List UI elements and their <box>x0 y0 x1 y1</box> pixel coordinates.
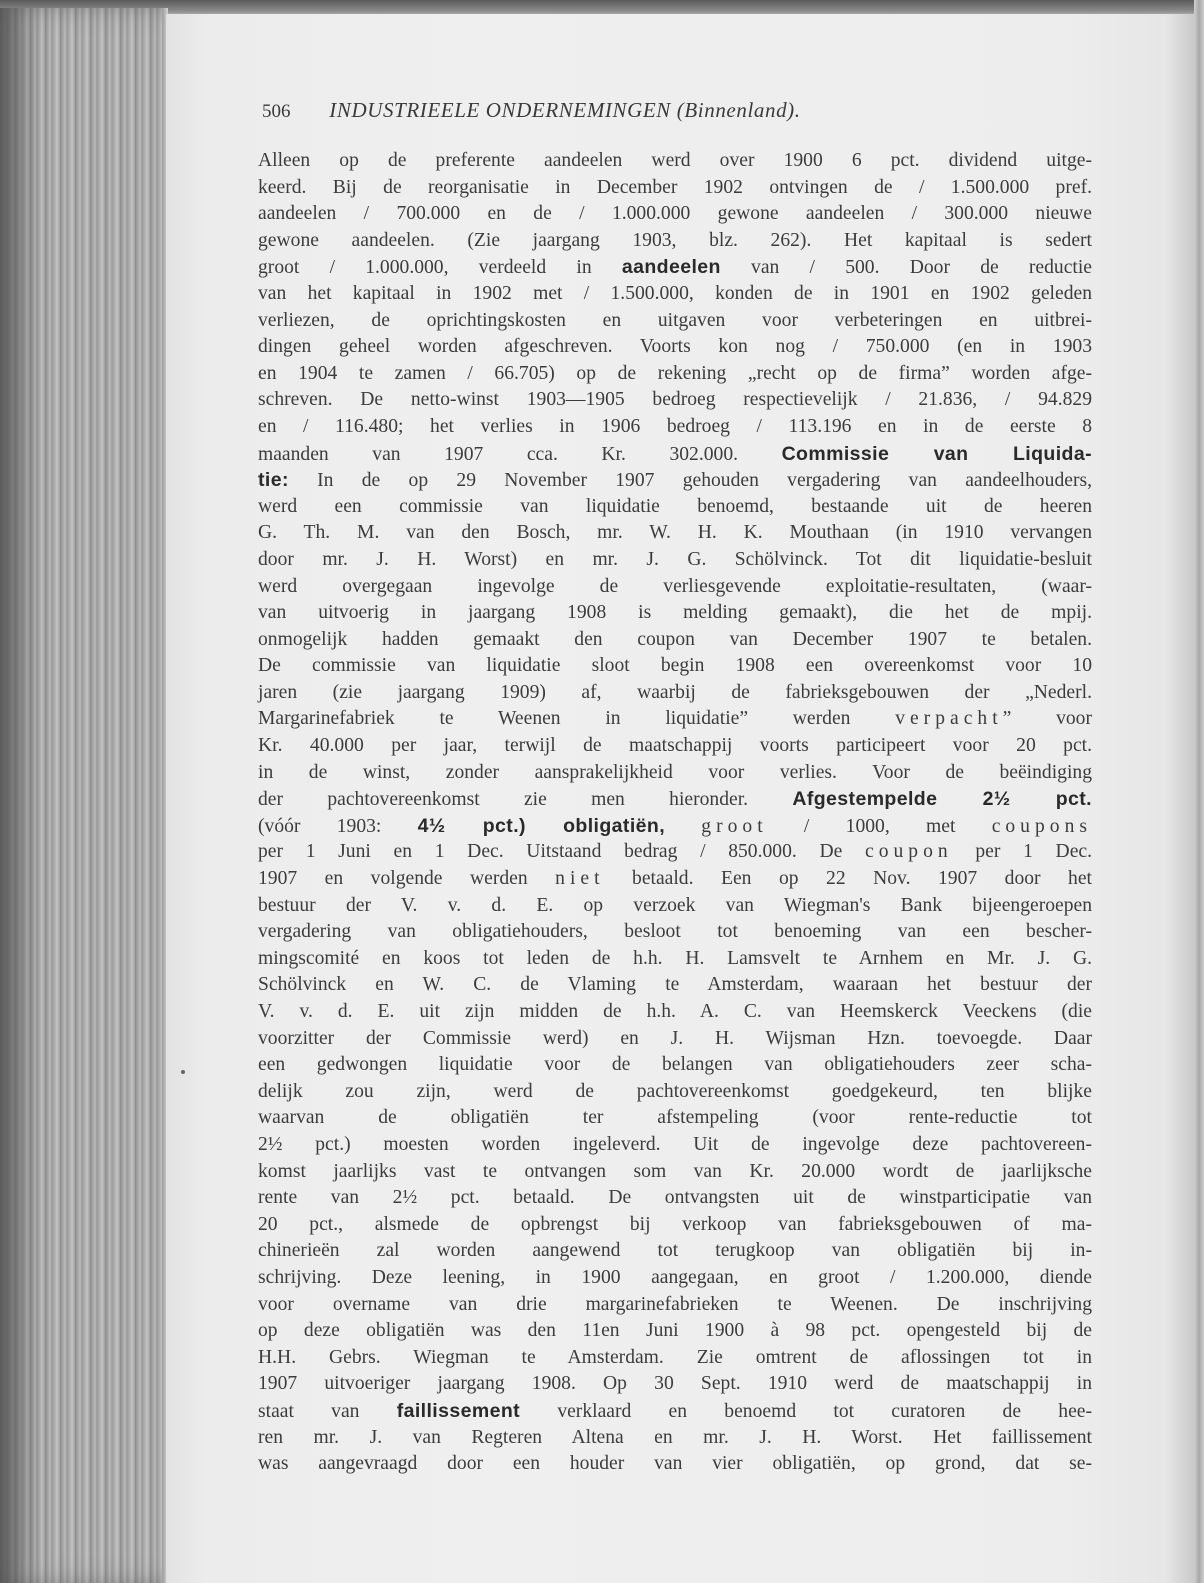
spaced-emphasis: coupons <box>991 815 1092 837</box>
text-line <box>258 600 1092 627</box>
text-line <box>258 1292 1092 1319</box>
text-line <box>258 520 1092 547</box>
text-line <box>258 866 1092 893</box>
margin-speck <box>181 1070 185 1074</box>
text-line <box>258 1265 1092 1292</box>
bold-keyword: Afgestempelde 2½ pct. <box>792 788 1092 811</box>
text-line <box>258 733 1092 760</box>
text-run: staat van <box>258 1400 397 1422</box>
text-line <box>258 813 1092 840</box>
text-line <box>258 706 1092 733</box>
text-run: betaald. Een op 22 Nov. 1907 door het <box>604 868 1092 890</box>
text-line <box>258 547 1092 574</box>
text-line <box>258 1105 1092 1132</box>
text-run: In de op 29 November 1907 gehouden vergadering van aandeelhouders, <box>288 470 1092 492</box>
book-page-stack-edge <box>0 8 168 1583</box>
text-run: 2½ pct.) moesten worden ingeleverd. Uit de ingevolge deze pachtovereen- <box>258 1133 1092 1155</box>
text-run: keerd. Bij de reorganisatie in December 1902 ontvingen de / 1.500.000 pref. <box>258 176 1092 198</box>
text-run: per 1 Dec. <box>952 841 1092 863</box>
text-run: dingen geheel worden afgeschreven. Voorts kon nog / 750.000 (en in 1903 <box>258 336 1092 358</box>
text-line <box>258 893 1092 920</box>
text-run: mingscomité en koos tot leden de h.h. H. Lamsvelt te Arnhem en Mr. J. G. <box>258 947 1092 969</box>
text-line <box>258 1212 1092 1239</box>
text-line <box>258 627 1092 654</box>
text-run: op deze obligatiën was den 11en Juni 1900 à 98 pct. opengesteld bij de <box>258 1320 1092 1342</box>
text-run: maanden van 1907 cca. Kr. 302.000. <box>258 443 782 465</box>
text-run: in de winst, zonder aansprakelijkheid voor verlies. Voor de beëindiging <box>258 761 1092 783</box>
text-line <box>258 1318 1092 1345</box>
running-head-title: INDUSTRIEELE ONDERNEMINGEN (Binnenland). <box>329 98 801 122</box>
text-line <box>258 175 1092 202</box>
text-line <box>258 999 1092 1026</box>
bold-keyword: 4½ pct.) obligatiën, <box>417 814 666 837</box>
text-run: G. Th. M. van den Bosch, mr. W. H. K. Mouthaan (in 1910 vervangen <box>258 522 1092 544</box>
text-line <box>258 1371 1092 1398</box>
text-line <box>258 786 1092 813</box>
text-line <box>258 680 1092 707</box>
text-line <box>258 1398 1092 1425</box>
text-line <box>258 972 1092 999</box>
spaced-emphasis: coupon <box>865 841 953 863</box>
text-line <box>258 254 1092 281</box>
text-line <box>258 919 1092 946</box>
text-line <box>258 1451 1092 1478</box>
text-line <box>258 1159 1092 1186</box>
text-run: door mr. J. H. Worst) en mr. J. G. Schölvinck. Tot dit liquidatie-besluit <box>258 548 1092 570</box>
text-line <box>258 201 1092 228</box>
bold-keyword: Commissie van Liquida- <box>781 442 1092 465</box>
text-run: van uitvoerig in jaargang 1908 is melding gemaakt), die het de mpij. <box>258 602 1092 624</box>
text-run: ren mr. J. van Regteren Altena en mr. J. H. Worst. Het faillissement <box>258 1426 1092 1448</box>
spaced-emphasis: verpacht <box>895 708 1003 730</box>
text-line <box>258 839 1092 866</box>
text-run: van het kapitaal in 1902 met / 1.500.000, konden de in 1901 en 1902 geleden <box>258 282 1092 304</box>
text-run: voor overname van drie margarinefabrieken te Weenen. De inschrijving <box>258 1293 1092 1315</box>
text-run: per 1 Juni en 1 Dec. Uitstaand bedrag / 850.000. De <box>258 841 865 863</box>
text-run: bestuur der V. v. d. E. op verzoek van Wiegman's Bank bijeengeroepen <box>258 894 1092 916</box>
text-line <box>258 1052 1092 1079</box>
text-line <box>258 1079 1092 1106</box>
text-run: der pachtovereenkomst zie men hieronder. <box>258 789 793 811</box>
bold-keyword: tie: <box>258 469 289 492</box>
text-line <box>258 334 1092 361</box>
scan-right-edge <box>1194 0 1204 1583</box>
text-line <box>258 1238 1092 1265</box>
text-line <box>258 361 1092 388</box>
text-run: 1907 en volgende werden <box>258 868 556 890</box>
bold-keyword: aandeelen <box>621 256 721 279</box>
text-line <box>258 574 1092 601</box>
text-run: verliezen, de oprichtingskosten en uitgaven voor verbeteringen en uitbrei- <box>258 309 1092 331</box>
text-run: H.H. Gebrs. Wiegman te Amsterdam. Zie omtrent de aflossingen tot in <box>258 1346 1092 1368</box>
spaced-emphasis: groot <box>701 815 768 837</box>
text-run: V. v. d. E. uit zijn midden de h.h. A. C. van Heemskerck Veeckens (die <box>258 1001 1092 1022</box>
text-line <box>258 946 1092 973</box>
text-line <box>258 467 1092 494</box>
text-run: jaren (zie jaargang 1909) af, waarbij de fabrieksgebouwen der „Nederl. <box>258 681 1092 703</box>
text-run: was aangevraagd door een houder van vier obligatiën, op grond, dat se- <box>258 1453 1092 1475</box>
text-line <box>258 494 1092 521</box>
text-line <box>258 1345 1092 1372</box>
text-run: chinerieën zal worden aangewend tot terugkoop van obligatiën bij in- <box>258 1240 1092 1262</box>
text-run: vergadering van obligatiehouders, besloot tot benoeming van een bescher- <box>258 921 1092 943</box>
text-run: komst jaarlijks vast te ontvangen som van Kr. 20.000 wordt de jaarlijksche <box>258 1160 1092 1182</box>
text-run: / 1000, met <box>767 815 992 837</box>
text-run: voorzitter der Commissie werd) en J. H. Wijsman Hzn. toevoegde. Daar <box>258 1027 1092 1049</box>
text-run: van / 500. Door de reductie <box>720 257 1092 279</box>
text-run: werd een commissie van liquidatie benoemd, bestaande uit de heeren <box>258 495 1092 517</box>
text-run: en / 116.480; het verlies in 1906 bedroeg / 113.196 en in de eerste 8 <box>258 415 1092 437</box>
text-run: waarvan de obligatiën ter afstempeling (voor rente-reductie tot <box>258 1107 1092 1129</box>
text-run: onmogelijk hadden gemaakt den coupon van December 1907 te betalen. <box>258 628 1092 650</box>
text-run: schreven. De netto-winst 1903—1905 bedroeg respectievelijk / 21.836, / 94.829 <box>258 389 1092 411</box>
text-run: rente van 2½ pct. betaald. De ontvangsten uit de winstparticipatie van <box>258 1187 1092 1209</box>
text-run: ” voor <box>1002 708 1092 730</box>
text-line <box>258 281 1092 308</box>
spaced-emphasis: niet <box>555 868 605 890</box>
text-run <box>665 816 701 837</box>
text-run: en 1904 te zamen / 66.705) op de rekening „recht op de firma” worden afge- <box>258 362 1092 384</box>
text-line <box>258 387 1092 414</box>
text-run: (vóór 1903: <box>258 815 418 837</box>
text-line <box>258 1185 1092 1212</box>
text-run: een gedwongen liquidatie voor de belangen van obligatiehouders zeer scha- <box>258 1054 1092 1076</box>
body-paragraph <box>258 148 1092 1478</box>
text-line <box>258 414 1092 441</box>
text-run: delijk zou zijn, werd de pachtovereenkomst goedgekeurd, ten blijke <box>258 1080 1092 1102</box>
text-run: Margarinefabriek te Weenen in liquidatie” werden <box>258 708 896 730</box>
text-line <box>258 653 1092 680</box>
text-line <box>258 1425 1092 1452</box>
text-line <box>258 1132 1092 1159</box>
text-run: schrijving. Deze leening, in 1900 aangegaan, en groot / 1.200.000, diende <box>258 1266 1092 1288</box>
text-line <box>258 148 1092 175</box>
text-run: 1907 uitvoeriger jaargang 1908. Op 30 Sept. 1910 werd de maatschappij in <box>258 1373 1092 1395</box>
bold-keyword: faillissement <box>396 1399 521 1422</box>
text-run: aandeelen / 700.000 en de / 1.000.000 gewone aandeelen / 300.000 nieuwe <box>258 203 1092 225</box>
text-run: De commissie van liquidatie sloot begin 1908 een overeenkomst voor 10 <box>258 655 1092 677</box>
text-run: verklaard en benoemd tot curatoren de hee- <box>520 1400 1092 1422</box>
text-run: Alleen op de preferente aandeelen werd over 1900 6 pct. dividend uitge- <box>258 150 1092 171</box>
text-run: Kr. 40.000 per jaar, terwijl de maatschappij voorts participeert voor 20 pct. <box>258 735 1092 757</box>
page-number: 506 <box>262 101 291 122</box>
text-run: groot / 1.000.000, verdeeld in <box>258 257 622 279</box>
running-head <box>262 98 1102 123</box>
text-line <box>258 308 1092 335</box>
text-line <box>258 441 1092 468</box>
text-run: 20 pct., alsmede de opbrengst bij verkoop van fabrieksgebouwen of ma- <box>258 1213 1092 1235</box>
text-run: gewone aandeelen. (Zie jaargang 1903, blz. 262). Het kapitaal is sedert <box>258 229 1092 251</box>
text-line <box>258 760 1092 787</box>
text-run: werd overgegaan ingevolge de verliesgevende exploitatie-resultaten, (waar- <box>258 575 1092 597</box>
text-line <box>258 1026 1092 1053</box>
text-line <box>258 228 1092 255</box>
text-run: Schölvinck en W. C. de Vlaming te Amsterdam, waaraan het bestuur der <box>258 974 1092 996</box>
